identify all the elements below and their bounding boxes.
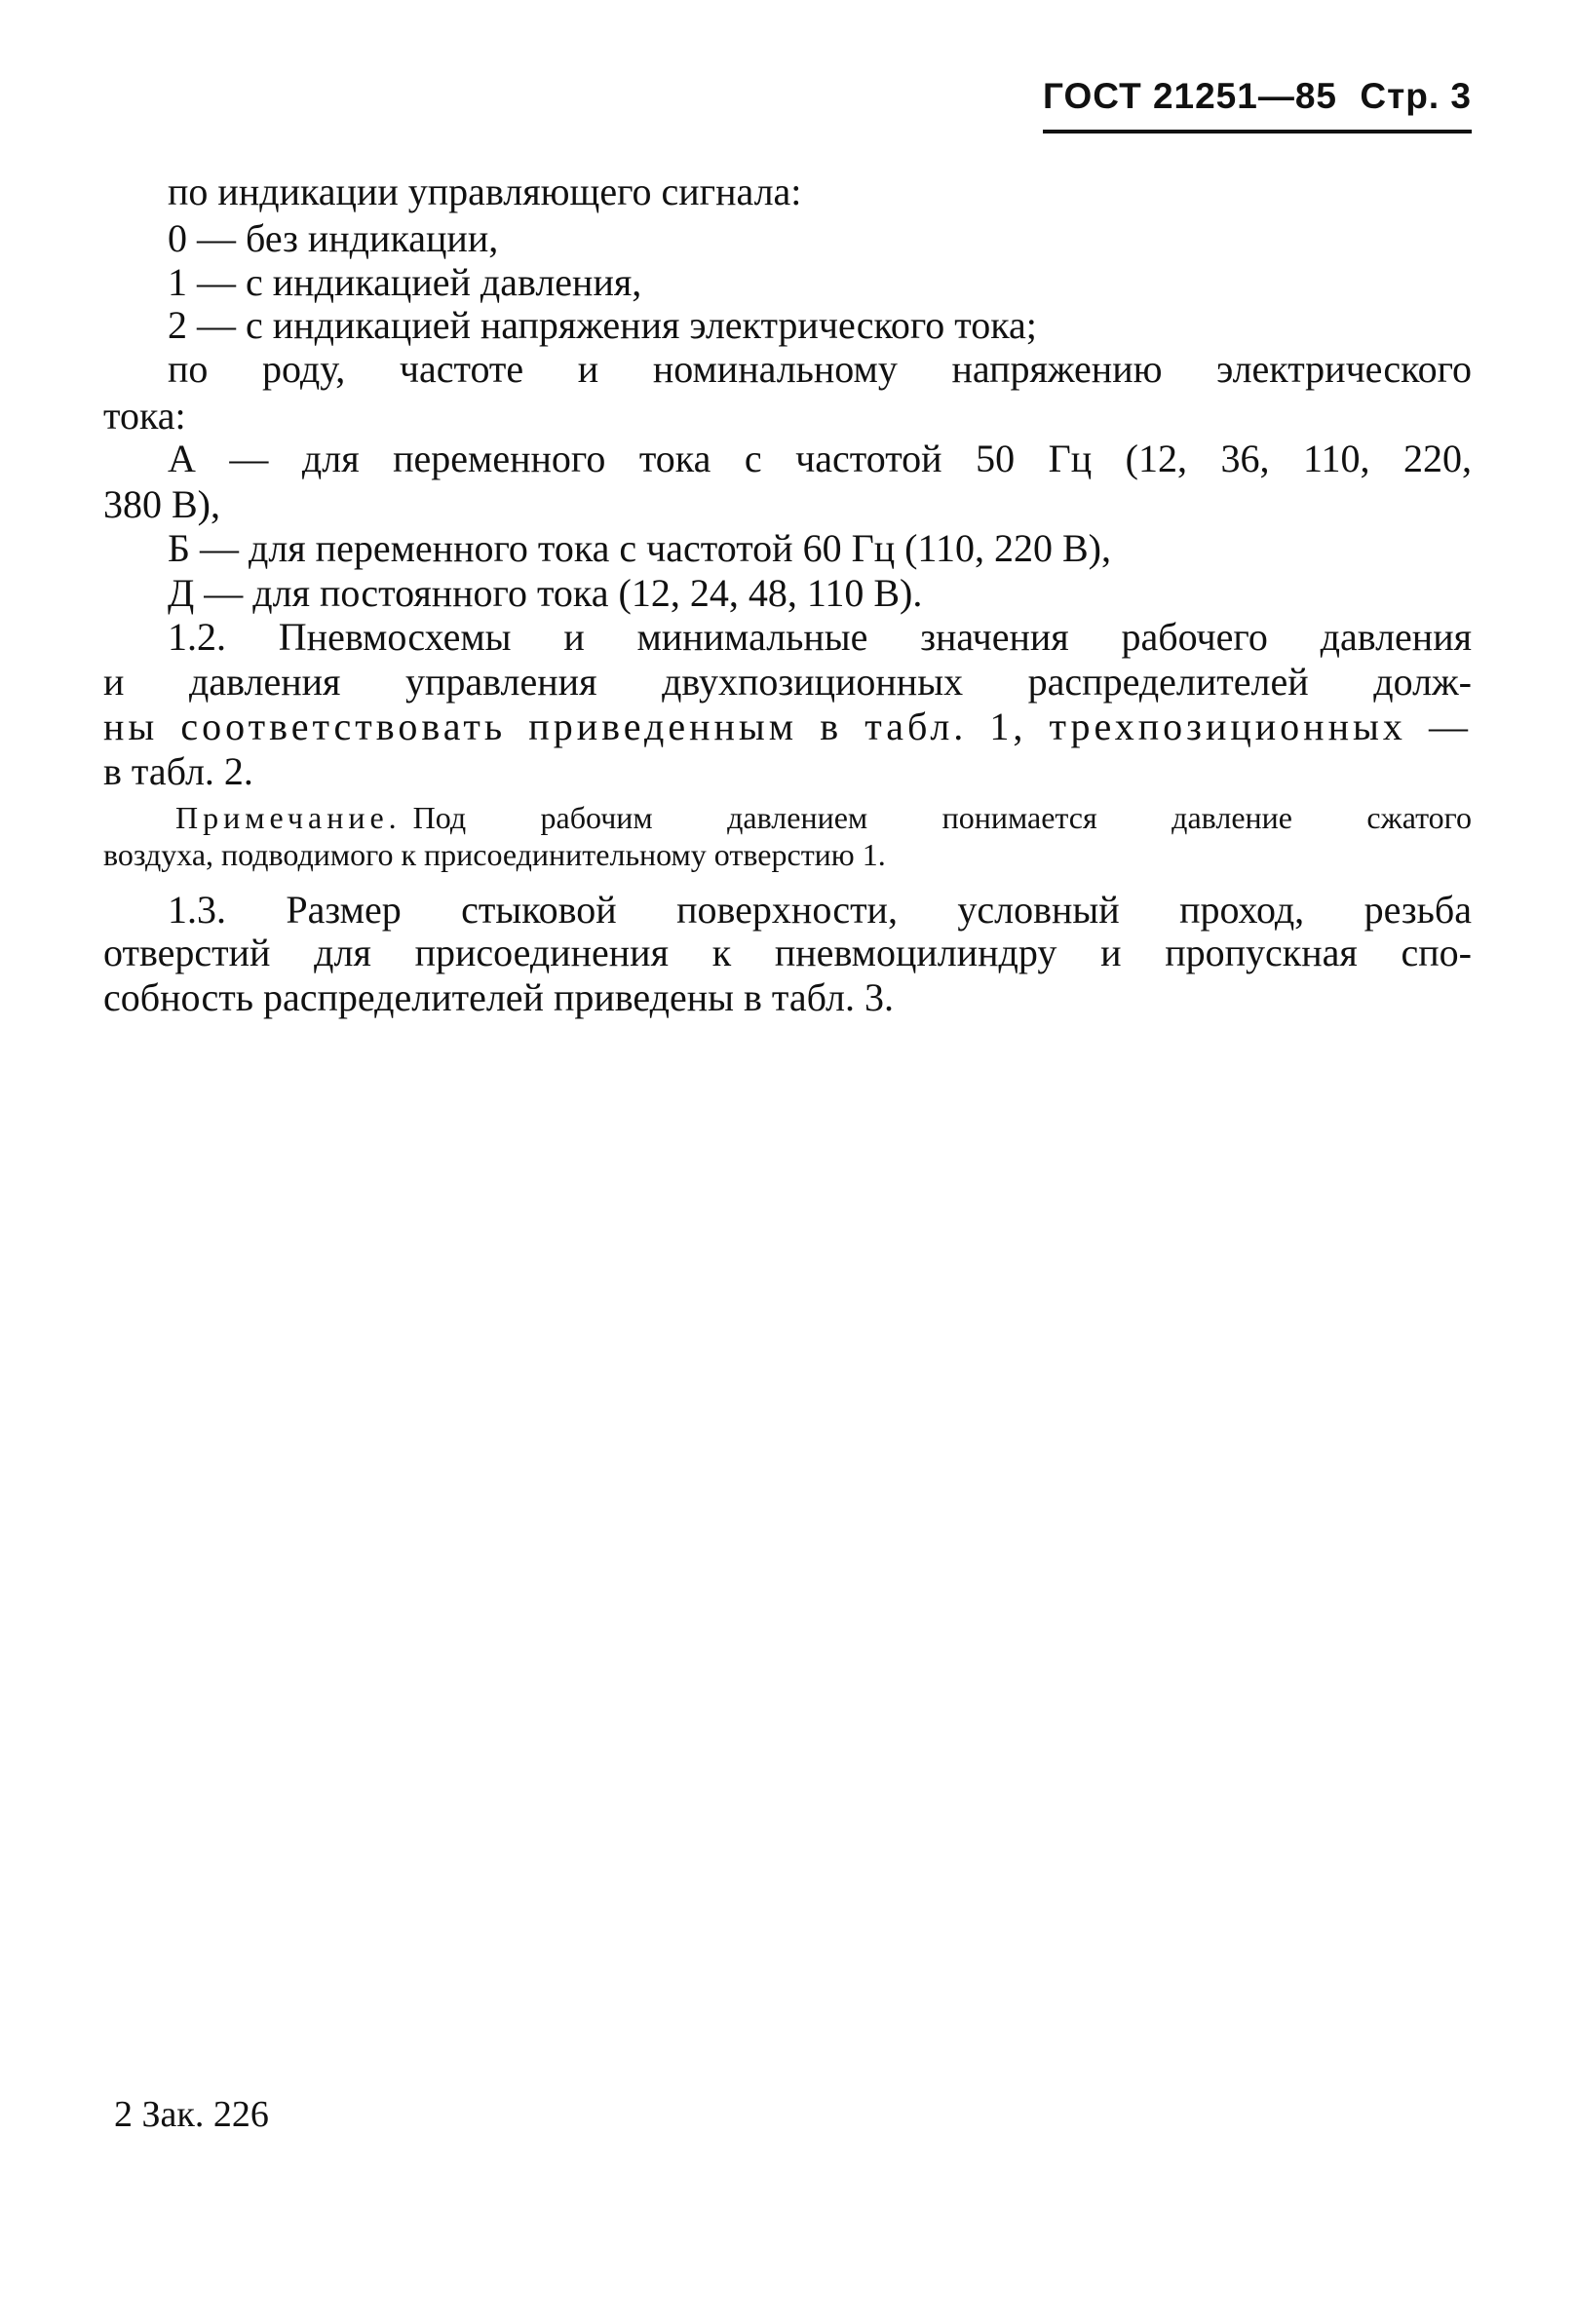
note-text: Под рабочим давлением понимается давление сжатого	[412, 800, 1472, 835]
standard-number: ГОСТ 21251—85	[1043, 76, 1337, 116]
text-line: 1.2. Пневмосхемы и минимальные значения рабочего давления	[168, 615, 1472, 659]
text-line: А — для переменного тока с частотой 50 Гц (12, 36, 110, 220,	[168, 437, 1472, 480]
text-line: по роду, частоте и номинальному напряжению электрического	[168, 347, 1472, 391]
page-number: Стр. 3	[1360, 76, 1472, 116]
order-number: 2 Зак. 226	[114, 2094, 269, 2135]
text-line: по индикации управляющего сигнала:	[168, 170, 802, 213]
text-line: ны соответствовать приведенным в табл. 1, трехпозиционных —	[103, 705, 1472, 748]
note-line	[175, 799, 1472, 836]
text-line: 1.3. Размер стыковой поверхности, условный проход, резьба	[168, 888, 1472, 932]
text-line: 1 — с индикацией давления,	[168, 260, 642, 304]
text-line: 2 — с индикацией напряжения электрического тока;	[168, 303, 1037, 347]
text-line: 380 В),	[103, 482, 220, 526]
text-line: тока:	[103, 394, 186, 438]
text-line: Д — для постоянного тока (12, 24, 48, 110 В).	[168, 571, 923, 615]
note-line: воздуха, подводимого к присоединительному отверстию 1.	[103, 837, 886, 872]
header-rule	[1043, 130, 1472, 133]
text-line: и давления управления двухпозиционных распределителей долж-	[103, 660, 1472, 704]
text-line: собность распределителей приведены в табл. 3.	[103, 975, 894, 1019]
text-line: 0 — без индикации,	[168, 216, 499, 260]
text-line: в табл. 2.	[103, 749, 253, 793]
note-label: Примечание.	[175, 800, 402, 835]
text-line: отверстий для присоединения к пневмоцилиндру и пропускная спо-	[103, 931, 1472, 974]
text-line: Б — для переменного тока с частотой 60 Гц (110, 220 В),	[168, 526, 1111, 570]
